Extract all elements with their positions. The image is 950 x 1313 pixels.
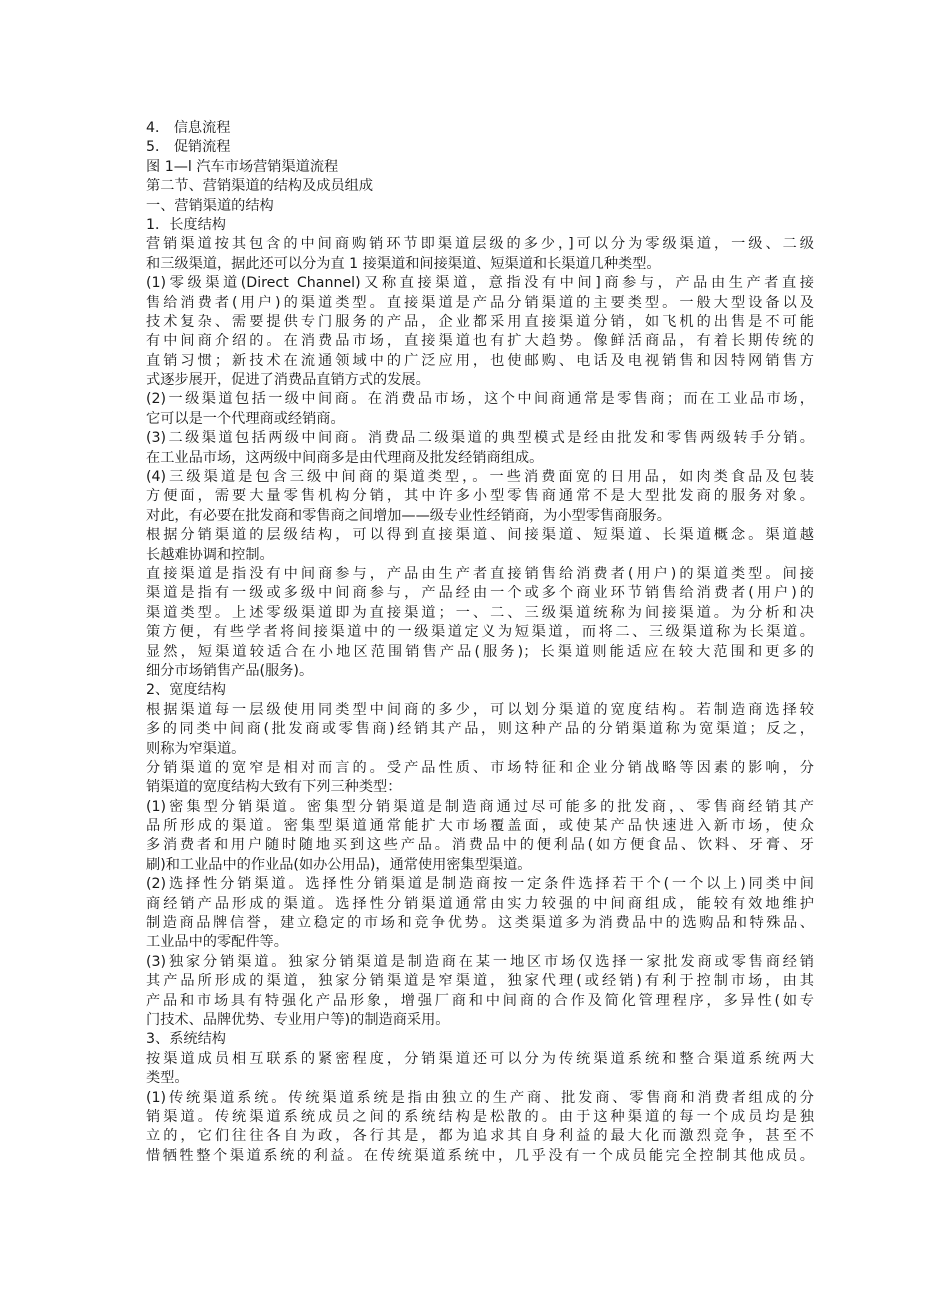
text-line: 技术复杂、需要提供专门服务的产品，企业都采用直接渠道分销，如飞机的出售是不可能 bbox=[146, 313, 814, 330]
text-line: 有中间商介绍的。在消费品市场，直接渠道也有扩大趋势。像鲜活商品，有着长期传统的 bbox=[146, 333, 814, 350]
text-line: 图 1—l 汽车市场营销渠道流程 bbox=[146, 158, 339, 175]
text-line: 销渠道的宽度结构大致有下列三种类型： bbox=[146, 779, 402, 796]
text-line: 在工业品市场，这两级中间商多是由代理商及批发经销商组成。 bbox=[146, 449, 544, 466]
text-line: 它可以是一个代理商或经销商。 bbox=[146, 410, 345, 427]
text-line: 刷)和工业品中的作业品(如办公用品)，通常使用密集型渠道。 bbox=[146, 856, 532, 873]
text-line: 1．长度结构 bbox=[146, 216, 226, 233]
text-line: (1)密集型分销渠道。密集型分销渠道是制造商通过尽可能多的批发商，、零售商经销其产 bbox=[146, 798, 814, 815]
text-line: 立的，它们往往各自为政，各行其是，都为追求其自身利益的最大化而激烈竞争，甚至不 bbox=[146, 1128, 814, 1145]
text-line: 类型。 bbox=[146, 1070, 189, 1087]
text-line: 则称为窄渠道。 bbox=[146, 740, 246, 757]
text-line: 分销渠道的宽窄是相对而言的。受产品性质、市场特征和企业分销战略等因素的影响，分 bbox=[146, 759, 814, 776]
document-body bbox=[146, 119, 814, 1166]
text-line: 策方便，有些学者将间接渠道中的一级渠道定义为短渠道，而将二、三级渠道称为长渠道。 bbox=[146, 624, 814, 641]
text-line: 5． 促销流程 bbox=[146, 139, 231, 156]
text-line: 4． 信息流程 bbox=[146, 120, 231, 136]
text-line: 门技术、品牌优势、专业用户等)的制造商采用。 bbox=[146, 1011, 450, 1028]
text-line: 2、宽度结构 bbox=[146, 682, 226, 699]
text-line: 渠道类型。上述零级渠道即为直接渠道；一、二、三级渠道统称为间接渠道。为分析和决 bbox=[146, 604, 814, 621]
text-line: 直接渠道是指没有中间商参与，产品由生产者直接销售给消费者(用户)的渠道类型。间接 bbox=[146, 565, 814, 582]
text-line: (3)二级渠道包括两级中间商。消费品二级渠道的典型模式是经由批发和零售两级转手分销。 bbox=[146, 430, 814, 447]
text-line: 式逐步展开，促进了消费品直销方式的发展。 bbox=[146, 372, 430, 389]
text-line: 渠道是指有一级或多级中间商参与，产品经由一个或多个商业环节销售给消费者(用户)的 bbox=[146, 585, 814, 602]
text-line: 销渠道。传统渠道系统成员之间的系统结构是松散的。由于这种渠道的每一个成员均是独 bbox=[146, 1108, 814, 1125]
text-line: 显然，短渠道较适合在小地区范围销售产品(服务)；长渠道则能适应在较大范围和更多的 bbox=[146, 643, 814, 660]
text-line: 工业品中的零配件等。 bbox=[146, 934, 288, 951]
text-line: 其产品所形成的渠道，独家分销渠道是窄渠道，独家代理(或经销)有利于控制市场，由其 bbox=[146, 973, 814, 990]
text-line: 按渠道成员相互联系的紧密程度，分销渠道还可以分为传统渠道系统和整合渠道系统两大 bbox=[146, 1050, 814, 1067]
text-line: 产品和市场具有特强化产品形象，增强厂商和中间商的合作及简化管理程序，多异性(如专 bbox=[146, 992, 814, 1009]
text-line: 营销渠道按其包含的中间商购销环节即渠道层级的多少，]可以分为零级渠道，一级、二级 bbox=[146, 236, 814, 253]
text-line: (1)传统渠道系统。传统渠道系统是指由独立的生产商、批发商、零售商和消费者组成的分 bbox=[146, 1089, 814, 1106]
text-line: 根据分销渠道的层级结构，可以得到直接渠道、间接渠道、短渠道、长渠道概念。渠道越 bbox=[146, 527, 814, 544]
text-line: 多的同类中间商(批发商或零售商)经销其产品，则这种产品的分销渠道称为宽渠道；反之， bbox=[146, 721, 814, 738]
text-line: 3、系统结构 bbox=[146, 1031, 226, 1048]
text-line: 和三级渠道，据此还可以分为直 1 接渠道和间接渠道、短渠道和长渠道几种类型。 bbox=[146, 255, 661, 272]
text-line: (4)三级渠道是包含三级中间商的渠道类型，。一些消费面宽的日用品，如肉类食品及包装 bbox=[146, 469, 814, 486]
text-line: (2)选择性分销渠道。选择性分销渠道是制造商按一定条件选择若干个(一个以上)同类中间 bbox=[146, 876, 814, 893]
text-line: (1)零级渠道(Direct Channel)又称直接渠道，意指没有中间]商参与，产品由生产者直接 bbox=[146, 275, 814, 292]
text-line: (2)一级渠道包括一级中间商。在消费品市场，这个中间商通常是零售商；而在工业品市场， bbox=[146, 391, 814, 408]
text-line: 细分市场销售产品(服务)。 bbox=[146, 662, 314, 679]
text-line: 方便面，需要大量零售机构分销，其中许多小型零售商通常不是大型批发商的服务对象。 bbox=[146, 488, 814, 505]
text-line: 品所形成的渠道。密集型渠道通常能扩大市场覆盖面，或使某产品快速进入新市场，使众 bbox=[146, 818, 814, 835]
text-line: 制造商品牌信誉，建立稳定的市场和竞争优势。这类渠道多为消费品中的选购品和特殊品、 bbox=[146, 915, 814, 932]
text-line: 第二节、营销渠道的结构及成员组成 bbox=[146, 178, 374, 195]
text-line: 惜牺牲整个渠道系统的利益。在传统渠道系统中，几乎没有一个成员能完全控制其他成员。 bbox=[146, 1147, 814, 1164]
text-line: (3)独家分销渠道。独家分销渠道是制造商在某一地区市场仅选择一家批发商或零售商经销 bbox=[146, 953, 814, 970]
text-line: 多消费者和用户随时随地买到这些产品。消费品中的便利品(如方便食品、饮料、牙膏、牙 bbox=[146, 837, 814, 854]
text-line: 根据渠道每一层级使用同类型中间商的多少，可以划分渠道的宽度结构。若制造商选择较 bbox=[146, 701, 814, 718]
text-line: 一、营销渠道的结构 bbox=[146, 197, 274, 214]
text-line: 对此，有必要在批发商和零售商之间增加——级专业性经销商，为小型零售商服务。 bbox=[146, 507, 671, 524]
text-line: 商经销产品形成的渠道。选择性分销渠道通常由实力较强的中间商组成，能较有效地维护 bbox=[146, 895, 814, 912]
text-line: 长越难协调和控制。 bbox=[146, 546, 274, 563]
text-line: 售给消费者(用户)的渠道类型。直接渠道是产品分销渠道的主要类型。一般大型设备以及 bbox=[146, 294, 814, 311]
text-line: 直销习惯；新技术在流通领域中的广泛应用，也使邮购、电话及电视销售和因特网销售方 bbox=[146, 352, 814, 369]
